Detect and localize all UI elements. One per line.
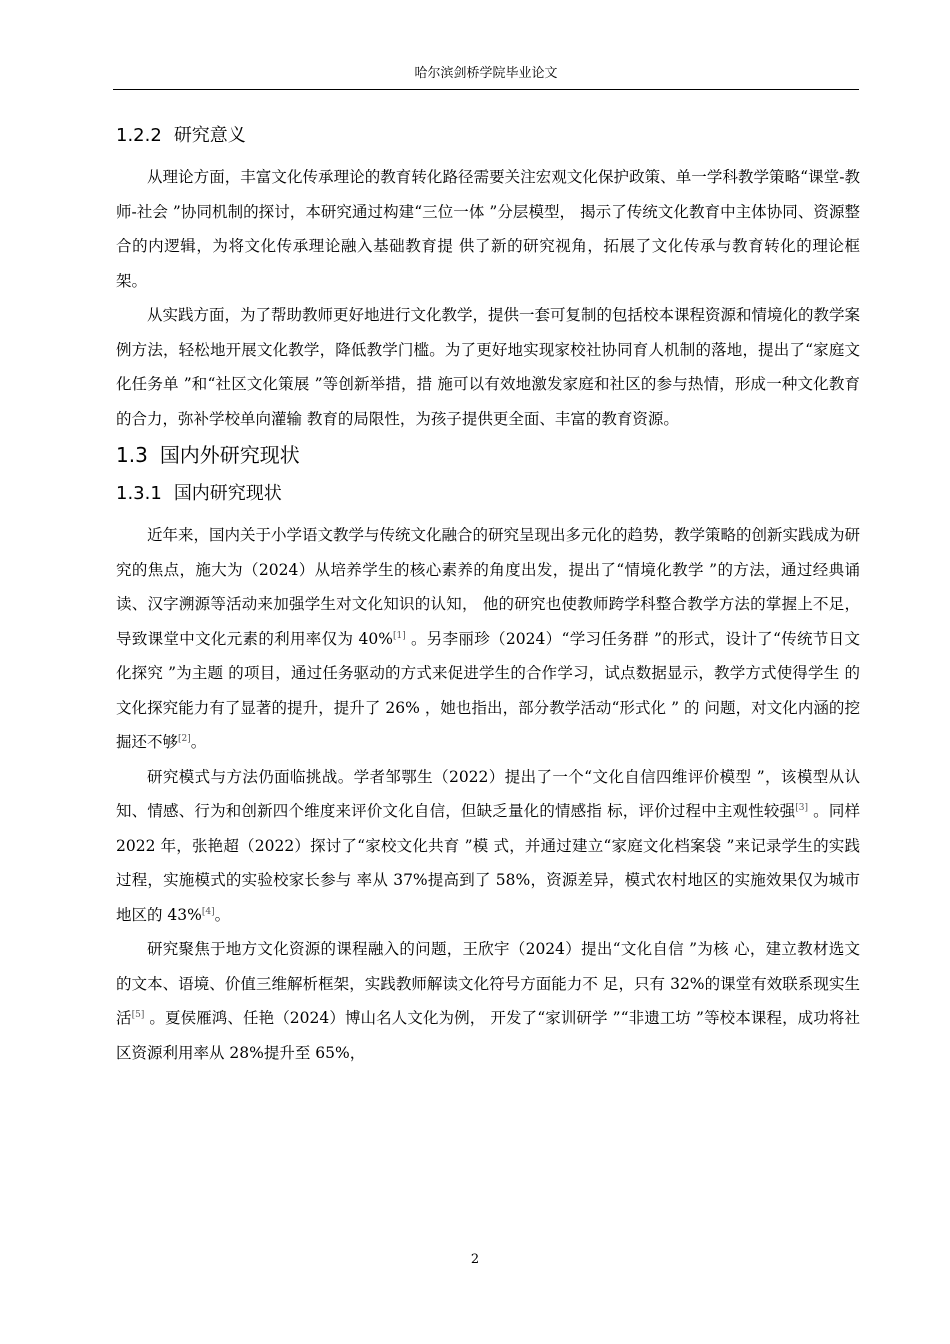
citation-ref[interactable]: [5] <box>131 1010 145 1020</box>
section-title: 国内外研究现状 <box>159 443 300 467</box>
paragraph-theory: 从理论方面，丰富文化传承理论的教育转化路径需要关注宏观文化保护政策、单一学科教学策略“课堂-教师-社会 ”协同机制的探讨，本研究通过构建“三位一体 ”分层模型， 揭示了传统文化教育中主体协同、资源整合的内逻辑，为将文化传承理论融入基础教育提 供了新的研究视角，拓展了文化传承与教育转化的理论框架。 <box>116 168 860 290</box>
paragraph-text: 研究聚焦于地方文化资源的课程融入的问题，王欣宇（2024）提出“文化自信 ”为核 心，建立教材选文的文本、语境、价值三维解析框架，实践教师解读文化符号方面能力不 足，只有 32%的课堂有效联系现实生活 <box>116 940 860 1027</box>
paragraph-text: 近年来，国内关于小学语文教学与传统文化融合的研究呈现出多元化的趋势，教学策略的创新实践成为研究的焦点，施大为（2024）从培养学生的核心素养的角度出发，提出了“情境化教学 ”的方法，通过经典诵读、汉字溯源等活动来加强学生对文化知识的认知， 他的研究也使教师跨学科整合教学方法的掌握上不足，导致课堂中文化元素的利用率仅为 40% <box>116 526 861 648</box>
citation-ref[interactable]: [4] <box>201 906 215 917</box>
paragraph-domestic-3 <box>116 932 860 1070</box>
citation-ref[interactable]: [1] <box>392 630 406 641</box>
page-header: 哈尔滨剑桥学院毕业论文 <box>414 66 558 81</box>
page-content <box>116 124 860 1070</box>
paragraph-text: 。 <box>190 733 207 751</box>
paragraph-text: 。同样 2022 年，张艳超（2022）探讨了“家校文化共育 ”模 式，并通过建立“家庭文化档案袋 ”来记录学生的实践过程，实施模式的实验校家长参与 率从 37%提高到了 58%，资源差异，模式农村地区的实施效果仅为城市地区的 43% <box>116 802 860 924</box>
section-heading-1-3-1 <box>116 482 860 506</box>
paragraph-domestic-1 <box>116 518 860 760</box>
section-title: 国内研究现状 <box>173 483 282 504</box>
section-number: 1.3 <box>116 443 148 467</box>
paragraph-text: 。 <box>214 905 231 924</box>
section-heading-1-3 <box>116 442 860 468</box>
paragraph-text: 研究模式与方法仍面临挑战。学者邹鄂生（2022）提出了一个“文化自信四维评价模型 ”，该模型从认知、情感、行为和创新四个维度来评价文化自信，但缺乏量化的情感指 标，评价过程中主观性较强 <box>116 767 860 820</box>
paragraph-text: 。夏侯雁鸿、任艳（2024）博山名人文化为例， 开发了“家训研学 ”“非遗工坊 ”等校本课程，成功将社区资源利用率从 28%提升至 65%， <box>116 1009 860 1062</box>
section-heading-1-2-2 <box>116 124 860 148</box>
section-title: 研究意义 <box>173 125 246 146</box>
citation-ref[interactable]: [2] <box>178 734 191 744</box>
page-number: 2 <box>470 1252 480 1267</box>
citation-ref[interactable]: [3] <box>795 803 809 813</box>
section-number: 1.3.1 <box>116 483 162 504</box>
paragraph-text: 。另李丽珍（2024）“学习任务群 ”的形式，设计了“传统节日文化探究 ”为主题 的项目，通过任务驱动的方式来促进学生的合作学习，试点数据显示，教学方式使得学生 的文化探究能力有了显著的提升，提升了 26% ，她也指出，部分教学活动“形式化 ” 的 问题，对文化内涵的挖掘还不够 <box>116 629 860 751</box>
paragraph-domestic-2 <box>116 760 860 933</box>
section-number: 1.2.2 <box>116 125 162 146</box>
paragraph-practice: 从实践方面，为了帮助教师更好地进行文化教学，提供一套可复制的包括校本课程资源和情境化的教学案例方法，轻松地开展文化教学，降低教学门槛。为了更好地实现家校社协同育人机制的落地，提出了“家庭文化任务单 ”和“社区文化策展 ”等创新举措，措 施可以有效地激发家庭和社区的参与热情，形成一种文化教育的合力，弥补学校单向灌输 教育的局限性，为孩子提供更全面、丰富的教育资源。 <box>116 306 861 428</box>
header-rule <box>113 89 859 90</box>
